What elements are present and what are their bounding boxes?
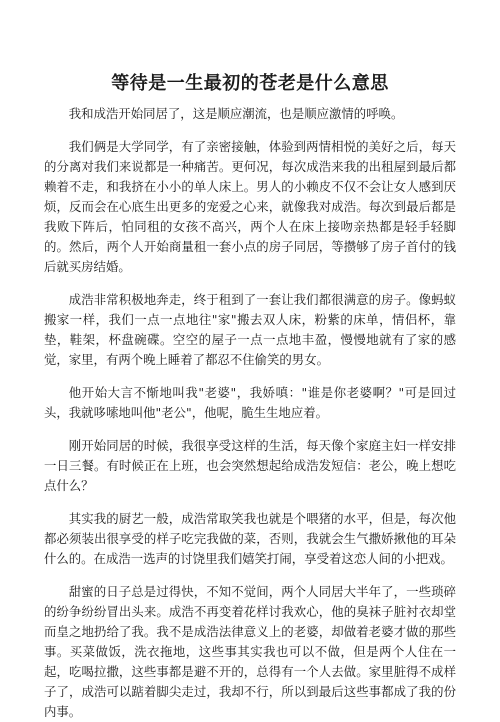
document-title: 等待是一生最初的苍老是什么意思 xyxy=(111,73,389,94)
paragraph-2: 我们俩是大学同学，有了亲密接触，体验到两情相悦的美好之后，每天的分离对我们来说都是一种痛苦。更何况，每次成浩来我的出租屋到最后都赖着不走，和我挤在小小的单人床上。男人的小赖皮不仅不会让女人感到厌烦，反而会在心底生出更多的宠爱之心来，就像我对成浩。每次到最后都是我败下阵后，怕同租的女孩不高兴，两个人在床上接吻亲热都是轻手轻脚的。然后，两个人开始商量租一套小点的房子同居，等攒够了房子首付的钱后就买房结婚。 xyxy=(44,139,456,274)
paragraph-6: 其实我的厨艺一般，成浩常取笑我也就是个喂猪的水平，但是，每次他都必须装出很享受的样子吃完我做的菜，否则，我就会生气撒娇揪他的耳朵什么的。在成浩一选声的讨饶里我们嬉笑打闹，享受着这恋人间的小把戏。 xyxy=(44,511,456,566)
paragraph-5: 刚开始同居的时候，我很享受这样的生活，每天像个家庭主妇一样安排一日三餐。有时候正在上班，也会突然想起给成浩发短信：老公，晚上想吃点什么？ xyxy=(44,438,456,493)
paragraph-1: 我和成浩开始同居了，这是顺应潮流，也是顺应激情的呼唤。 xyxy=(68,106,404,121)
paragraph-7: 甜蜜的日子总是过得快，不知不觉间，两个人同居大半年了，一些琐碎的纷争纷纷冒出头来。成浩不再变着花样讨我欢心，他的臭袜子脏衬衣却堂而皇之地扔给了我。我不是成浩法律意义上的老婆，却做着老婆才做的那些事。买菜做饭，洗衣拖地，这些事其实我也可以不做，但是两个人住在一起，吃喝拉撒，这些事都是避不开的，总得有一个人去做。家里脏得不成样子了，成浩可以踮着脚尖走过，我却不行，所以到最后这些事都成了我的份内事。 xyxy=(44,584,456,719)
paragraph-4: 他开始大言不惭地叫我"老婆"，我娇嗔："谁是你老婆啊？"可是回过头，我就哆嗦地叫他"老公"，他呢，脆生生地应着。 xyxy=(44,385,456,420)
paragraph-3: 成浩非常积极地奔走，终于租到了一套让我们都很满意的房子。像蚂蚁搬家一样，我们一点一点地往"家"搬去双人床，粉紫的床单，情侣杯，靠垫，鞋架，杯盘碗碟。空空的屋子一点一点地丰盈，慢慢地就有了家的感觉，家里，有两个晚上睡着了都忍不住偷笑的男女。 xyxy=(44,292,456,367)
